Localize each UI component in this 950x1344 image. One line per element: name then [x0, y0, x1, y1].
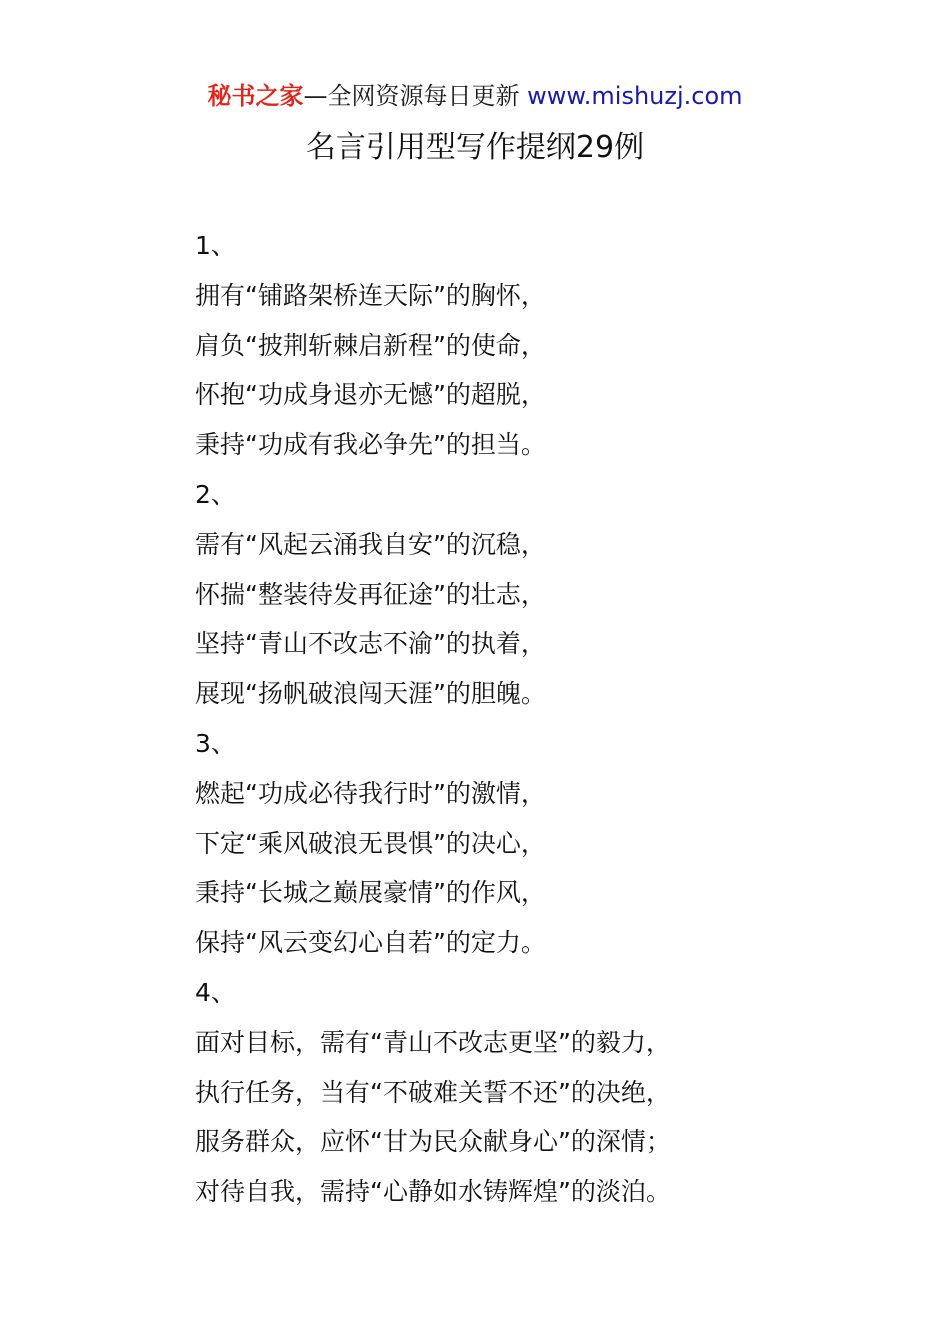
section-line: 怀揣“整装待发再征途”的壮志，: [195, 579, 546, 609]
section-line: 秉持“功成有我必争先”的担当。: [195, 430, 546, 460]
section-number: 4、: [195, 977, 236, 1007]
brand-name: 秘书之家: [207, 82, 304, 110]
header-tagline: —全网资源每日更新: [303, 82, 520, 110]
site-url-link[interactable]: www.mishuzj.com: [527, 82, 743, 110]
section-2: [195, 470, 915, 719]
section-line: 服务群众，应怀“甘为民众献身心”的深情；: [195, 1127, 671, 1157]
section-line: 燃起“功成必待我行时”的激情，: [195, 778, 546, 808]
site-header: [0, 80, 950, 112]
section-line: 怀抱“功成身退亦无憾”的超脱，: [195, 380, 546, 410]
section-number: 2、: [195, 479, 236, 509]
section-line: 面对目标，需有“青山不改志更坚”的毅力，: [195, 1027, 671, 1057]
section-line: 拥有“铺路架桥连天际”的胸怀，: [195, 280, 546, 310]
section-line: 肩负“披荆斩棘启新程”的使命，: [195, 330, 546, 360]
section-line: 执行任务，当有“不破难关誓不还”的决绝，: [195, 1077, 671, 1107]
document-title: 名言引用型写作提纲29例: [305, 130, 645, 165]
section-line: 坚持“青山不改志不渝”的执着，: [195, 629, 546, 659]
section-line: 下定“乘风破浪无畏惧”的决心，: [195, 828, 546, 858]
section-line: 保持“风云变幻心自若”的定力。: [195, 928, 546, 958]
section-line: 需有“风起云涌我自安”的沉稳，: [195, 529, 546, 559]
document-body: [195, 221, 915, 1217]
section-3: [195, 719, 915, 968]
section-1: [195, 221, 915, 470]
section-line: 展现“扬帆破浪闯天涯”的胆魄。: [195, 679, 546, 709]
section-4: [195, 968, 915, 1217]
section-line: 秉持“长城之巅展豪情”的作风，: [195, 878, 546, 908]
section-line: 对待自我，需持“心静如水铸辉煌”的淡泊。: [195, 1177, 671, 1207]
section-number: 1、: [195, 231, 236, 260]
section-number: 3、: [195, 728, 236, 758]
